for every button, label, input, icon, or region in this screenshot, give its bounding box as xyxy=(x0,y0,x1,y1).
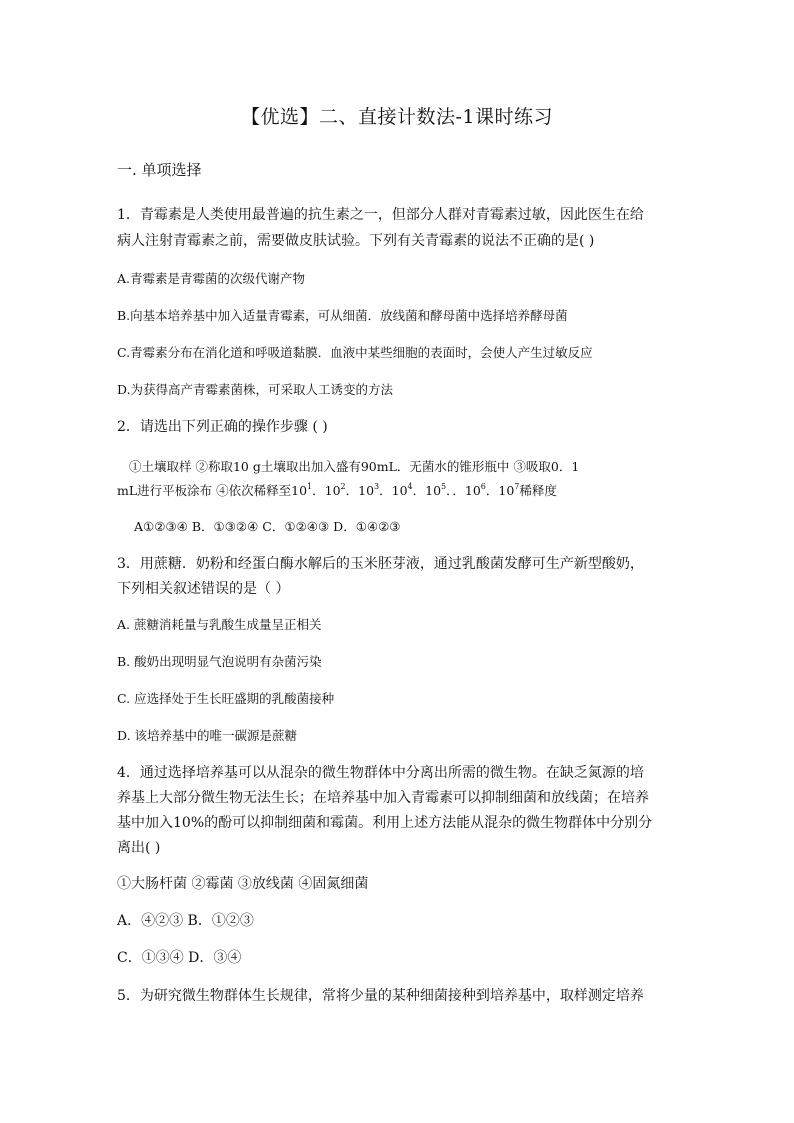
exponent: 6 xyxy=(480,481,486,491)
section-heading: 一. 单项选择 xyxy=(117,161,202,179)
q4-items: ①大肠杆菌 ②霉菌 ③放线菌 ④固氮细菌 xyxy=(117,876,369,892)
exponent: 5 xyxy=(441,481,447,491)
exponent: 1 xyxy=(307,481,313,491)
q2-options: A①②③④ B．①③②④ C．①②④③ D．①④②③ xyxy=(134,519,401,534)
q1-option-c: C.青霉素分布在消化道和呼吸道黏膜．血液中某些细胞的表面时，会使人产生过敏反应 xyxy=(117,345,593,360)
document-title: 【优选】二、直接计数法-1课时练习 xyxy=(240,106,553,128)
separator: ．．10 xyxy=(446,483,481,498)
q2-steps-line-1: ①土壤取样 ②称取10 g土壤取出加入盛有90mL．无菌水的锥形瓶中 ③吸取0．1 xyxy=(129,459,580,474)
separator: ．10 xyxy=(345,483,375,498)
q2-stem: 2．请选出下列正确的操作步骤 ( ) xyxy=(117,419,328,435)
q1-option-b: B.向基本培养基中加入适量青霉素，可从细菌．放线菌和酵母菌中选择培养酵母菌 xyxy=(117,308,568,323)
exponent: 3 xyxy=(374,481,380,491)
q3-option-c: C. 应选择处于生长旺盛期的乳酸菌接种 xyxy=(117,691,335,706)
q3-stem-line-2: 下列相关叙述错误的是（ ） xyxy=(117,581,290,597)
separator: ．10 xyxy=(379,483,408,498)
exponent: 7 xyxy=(514,481,520,491)
q5-stem-line-1: 5．为研究微生物群体生长规律，常将少量的某种细菌接种到培养基中，取样测定培养 xyxy=(117,988,644,1004)
q4-options-ab: A．④②③ B．①②③ xyxy=(117,913,254,929)
q2-steps-line-2-pre: mL进行平板涂布 ④依次稀释至10 xyxy=(117,483,308,498)
q4-options-cd: C．①③④ D．③④ xyxy=(117,950,242,966)
q1-stem-line-1: 1．青霉素是人类使用最普遍的抗生素之一，但部分人群对青霉素过敏，因此医生在给 xyxy=(117,207,644,223)
q3-option-b: B. 酸奶出现明显气泡说明有杂菌污染 xyxy=(117,654,322,669)
separator: ．10 xyxy=(485,483,515,498)
q4-stem-line-3: 基中加入10%的酚可以抑制细菌和霉菌。利用上述方法能从混杂的微生物群体中分别分 xyxy=(117,815,653,831)
q2-steps-line-2 xyxy=(117,481,687,501)
q3-stem-line-1: 3．用蔗糖．奶粉和经蛋白酶水解后的玉米胚芽液，通过乳酸菌发酵可生产新型酸奶， xyxy=(117,556,644,572)
q4-stem-line-4: 离出( ) xyxy=(117,840,161,856)
q1-option-d: D.为获得高产青霉素菌株，可采取人工诱变的方法 xyxy=(117,382,394,397)
q1-option-a: A.青霉素是青霉菌的次级代谢产物 xyxy=(117,271,306,286)
q4-stem-line-2: 养基上大部分微生物无法生长；在培养基中加入青霉素可以抑制细菌和放线菌；在培养 xyxy=(117,790,649,806)
q4-stem-line-1: 4．通过选择培养基可以从混杂的微生物群体中分离出所需的微生物。在缺乏氮源的培 xyxy=(117,765,644,781)
q3-option-a: A. 蔗糖消耗量与乳酸生成量呈正相关 xyxy=(117,617,322,632)
separator: ．10 xyxy=(412,483,442,498)
separator: ．10 xyxy=(312,483,341,498)
exponent: 4 xyxy=(407,481,413,491)
q1-stem-line-2: 病人注射青霉素之前，需要做皮肤试验。下列有关青霉素的说法不正确的是( ) xyxy=(117,233,595,249)
q2-steps-line-2-post: 稀释度 xyxy=(519,483,557,498)
q3-option-d: D. 该培养基中的唯一碳源是蔗糖 xyxy=(117,728,298,743)
exponent: 2 xyxy=(340,481,346,491)
